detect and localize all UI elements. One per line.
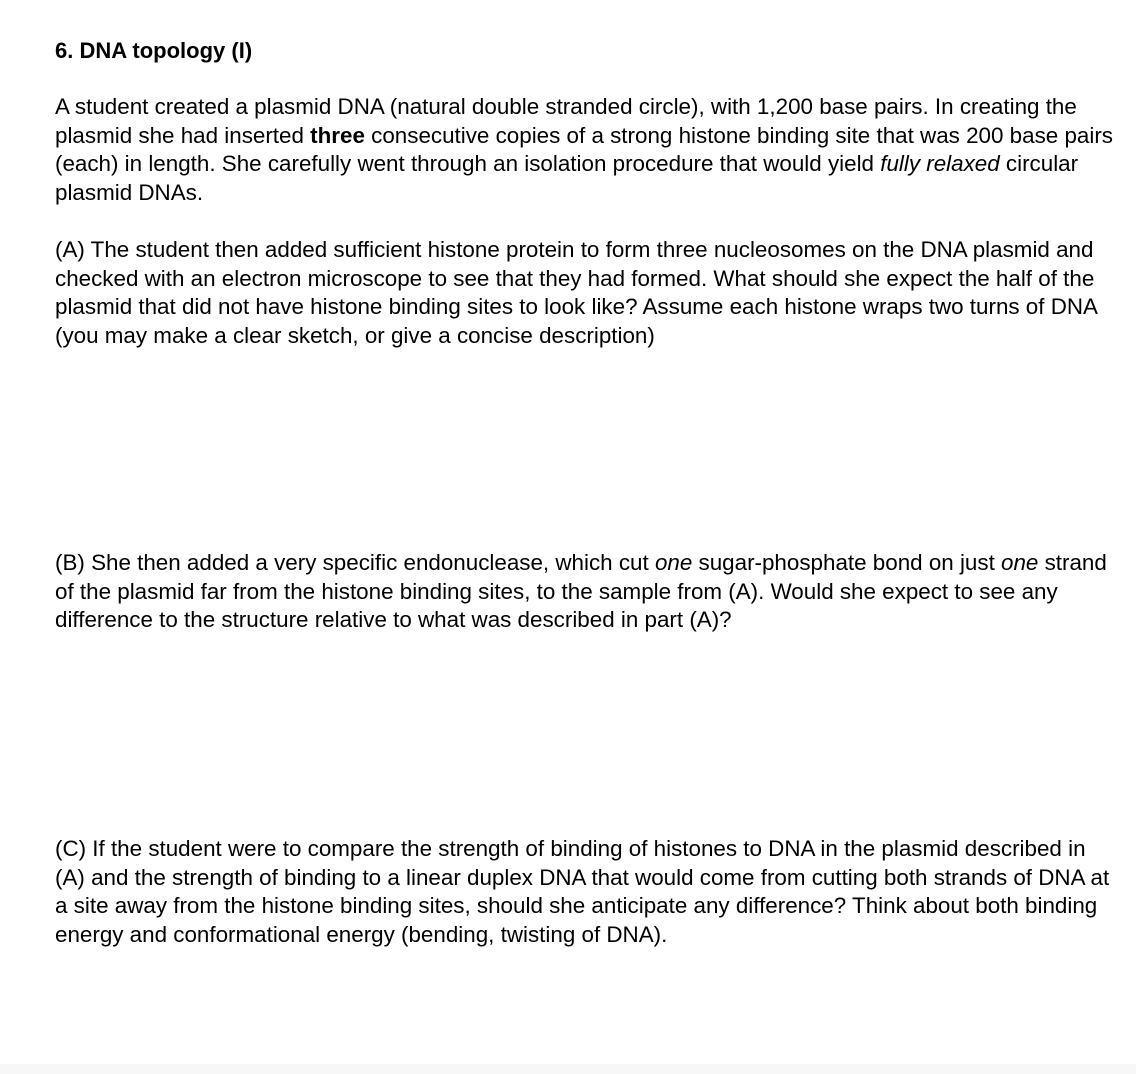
intro-paragraph [55,93,1120,207]
intro-bold-word: three [310,122,365,148]
intro-text-3: circular plasmid DNAs. [55,151,1079,205]
part-b-text-3: strand of the plasmid far from the histone binding sites, to the sample from (A). Would she expect to see any difference to the structure relative to what was described in part (A)? [55,550,1107,633]
intro-text-2: consecutive copies of a strong histone binding site that was 200 base pairs (each) in length. She carefully went through an isolation procedure that would yield [55,122,1113,177]
part-b-text-1: (B) She then added a very specific endonuclease, which cut [55,550,655,575]
part-a-paragraph: (A) The student then added sufficient histone protein to form three nucleosomes on the DNA plasmid and checked with an electron microscope to see that they had formed. What should she expect the half of the plasmid that did not have histone binding sites to look like? Assume each histone wraps two turns of DNA (you may make a clear sketch, or give a concise description) [55,237,1097,348]
part-b-paragraph [55,549,1120,635]
intro-italic-phrase: fully relaxed [880,151,1000,177]
question-title: 6. DNA topology (I) [55,38,253,63]
part-b-italic-2: one [1001,550,1039,575]
part-b-italic-1: one [654,550,693,575]
part-b-text-2: sugar-phosphate bond on just [692,550,1002,575]
intro-text-1: A student created a plasmid DNA (natural double stranded circle), with 1,200 base pairs. In creating the plasmid she had inserted [55,94,1077,148]
page-bottom-edge [0,1064,1136,1074]
part-c-paragraph: (C) If the student were to compare the strength of binding of histones to DNA in the plasmid described in (A) and the strength of binding to a linear duplex DNA that would come from cutting both strands of DNA at a site away from the histone binding sites, should she anticipate any difference? Think about both binding energy and conformational energy (bending, twisting of DNA). [55,836,1110,947]
